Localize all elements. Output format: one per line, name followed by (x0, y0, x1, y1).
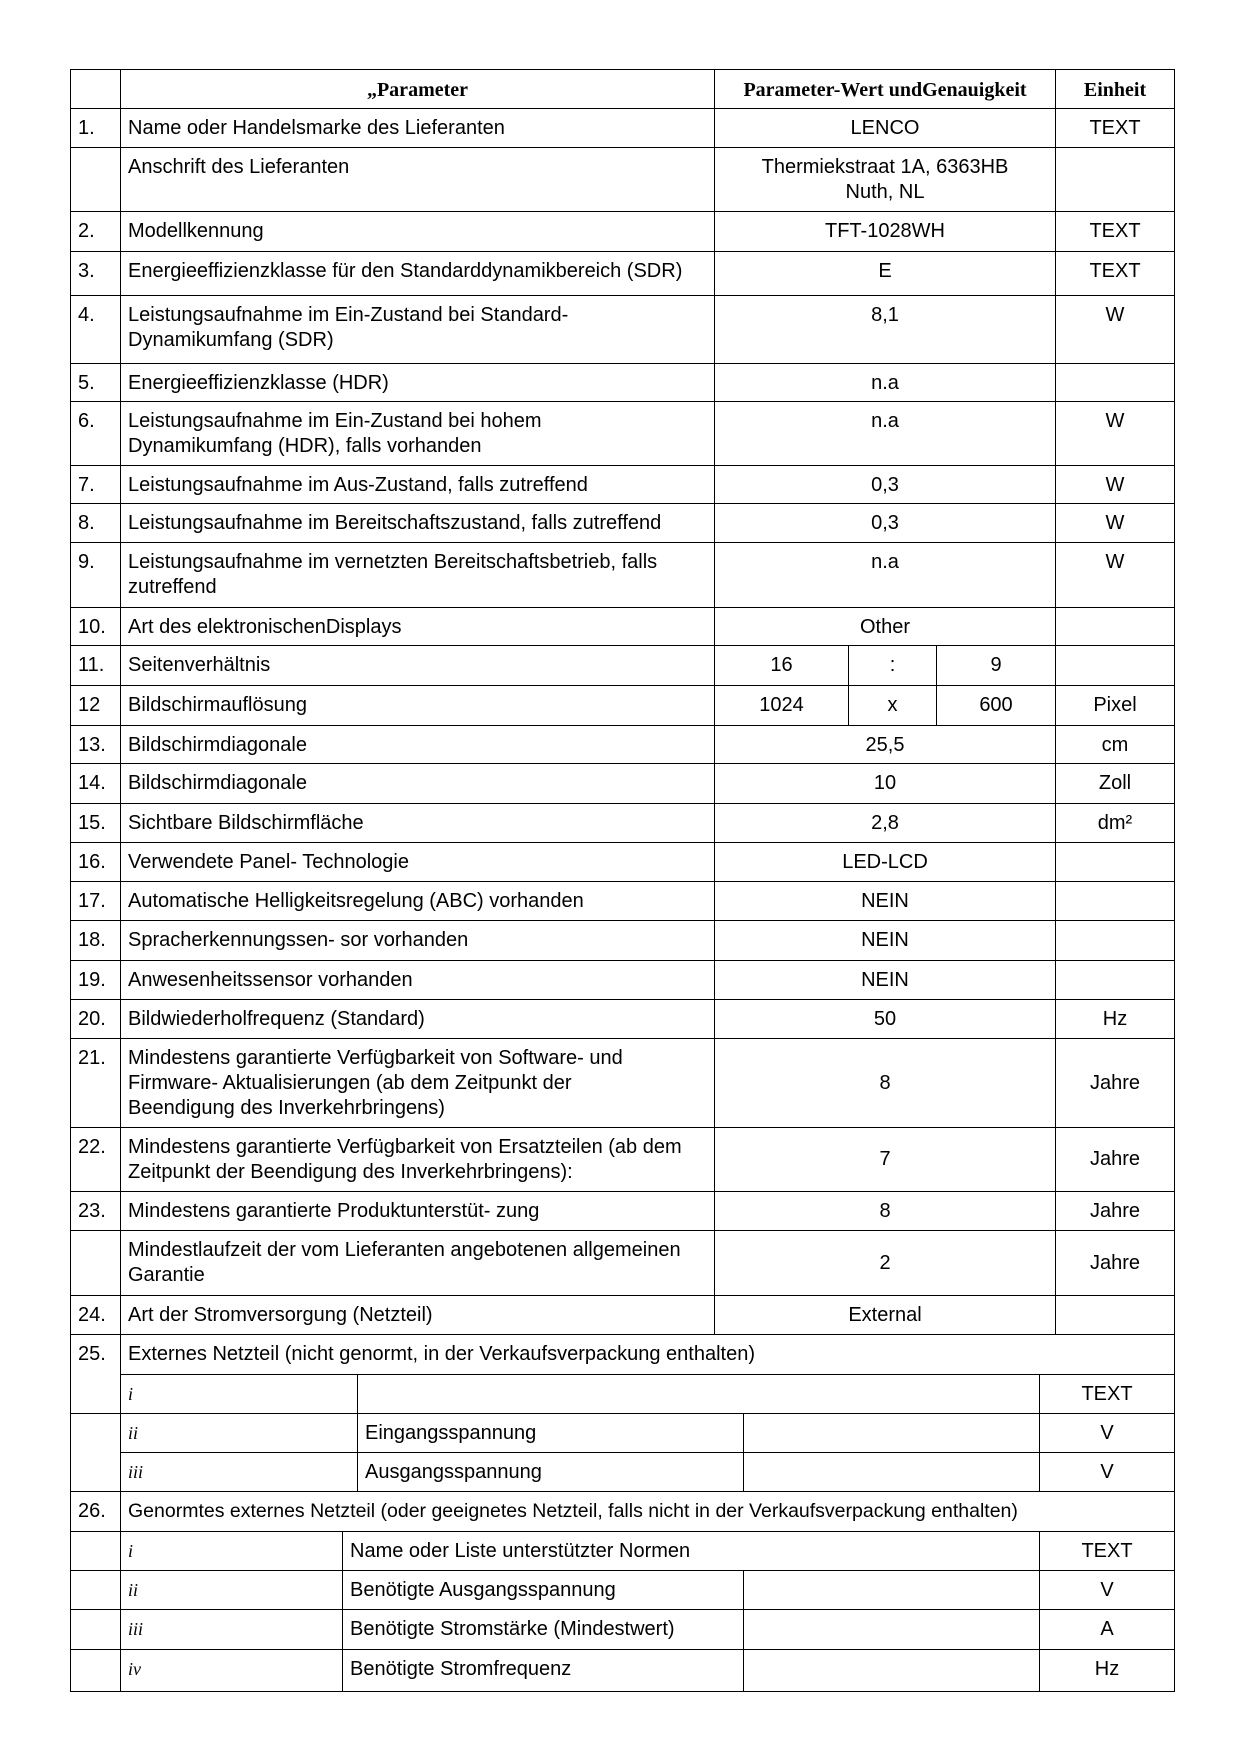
row-19-unit (1056, 961, 1175, 1000)
row-22-value: 7 (715, 1128, 1056, 1192)
row-26-iv-parameter: Benötigte Stromfrequenz (343, 1650, 744, 1692)
row-15-number: 15. (71, 804, 121, 843)
row-7-value: 0,3 (715, 466, 1056, 504)
row-24-unit (1056, 1296, 1175, 1335)
row-26-ii-numeral: ii (121, 1571, 343, 1610)
row-18-parameter: Spracherkennungssen- sor vorhanden (121, 921, 715, 961)
row-15-value: 2,8 (715, 804, 1056, 843)
row-3-unit: TEXT (1056, 252, 1175, 296)
row-warranty-value: 2 (715, 1231, 1056, 1296)
row-3-parameter: Energieeffizienzklasse für den Standarddynamikbereich (SDR) (121, 252, 715, 296)
row-21-parameter: Mindestens garantierte Verfügbarkeit von Software- und Firmware- Aktualisierungen (ab dem Zeitpunkt der Beendigung des Inverkehrbringens) (121, 1039, 715, 1128)
row-25-ii-value (744, 1414, 1040, 1453)
row-16-value: LED-LCD (715, 843, 1056, 882)
row-14-number: 14. (71, 764, 121, 804)
row-18-number: 18. (71, 921, 121, 961)
row-1-parameter: Name oder Handelsmarke des Lieferanten (121, 109, 715, 148)
row-6-parameter: Leistungsaufnahme im Ein-Zustand bei hohem Dynamikumfang (HDR), falls vorhanden (121, 402, 715, 466)
row-12-value-separator: x (849, 686, 937, 726)
row-26-iv-number-blank (71, 1650, 121, 1692)
row-25-iii-unit: V (1040, 1453, 1175, 1492)
row-4-value: 8,1 (715, 296, 1056, 364)
row-26-number: 26. (71, 1492, 121, 1532)
row-18-unit (1056, 921, 1175, 961)
spec-table (70, 69, 1175, 1692)
row-7-parameter: Leistungsaufnahme im Aus-Zustand, falls zutreffend (121, 466, 715, 504)
row-23-value: 8 (715, 1192, 1056, 1231)
row-4-parameter: Leistungsaufnahme im Ein-Zustand bei Standard- Dynamikumfang (SDR) (121, 296, 715, 364)
row-address-parameter: Anschrift des Lieferanten (121, 148, 715, 212)
row-2-number: 2. (71, 212, 121, 252)
row-21-number: 21. (71, 1039, 121, 1128)
row-26-iv-numeral: iv (121, 1650, 343, 1692)
row-26-iii-numeral: iii (121, 1610, 343, 1650)
row-26-iii-number-blank (71, 1610, 121, 1650)
row-26-iv-value (744, 1650, 1040, 1692)
row-4-number: 4. (71, 296, 121, 364)
row-25-i-unit: TEXT (1040, 1375, 1175, 1414)
row-11-value-width: 16 (715, 646, 849, 686)
row-5-number: 5. (71, 364, 121, 402)
row-9-unit: W (1056, 543, 1175, 608)
row-1-value: LENCO (715, 109, 1056, 148)
row-15-parameter: Sichtbare Bildschirmfläche (121, 804, 715, 843)
row-13-number: 13. (71, 726, 121, 764)
row-25-iii-parameter: Ausgangsspannung (358, 1453, 744, 1492)
row-26-i-unit: TEXT (1040, 1532, 1175, 1571)
row-2-parameter: Modellkennung (121, 212, 715, 252)
row-19-value: NEIN (715, 961, 1056, 1000)
row-26-iv-unit: Hz (1040, 1650, 1175, 1692)
row-14-unit: Zoll (1056, 764, 1175, 804)
row-9-value: n.a (715, 543, 1056, 608)
row-11-value-separator: : (849, 646, 937, 686)
row-17-number: 17. (71, 882, 121, 921)
row-1-unit: TEXT (1056, 109, 1175, 148)
row-14-value: 10 (715, 764, 1056, 804)
row-25-ii-numeral: ii (121, 1414, 358, 1453)
row-25-iii-numeral: iii (121, 1453, 358, 1492)
row-5-parameter: Energieeffizienzklasse (HDR) (121, 364, 715, 402)
row-11-number: 11. (71, 646, 121, 686)
row-23-unit: Jahre (1056, 1192, 1175, 1231)
row-2-unit: TEXT (1056, 212, 1175, 252)
row-10-number: 10. (71, 608, 121, 646)
row-1-number: 1. (71, 109, 121, 148)
row-11-unit (1056, 646, 1175, 686)
row-8-unit: W (1056, 504, 1175, 543)
row-24-parameter: Art der Stromversorgung (Netzteil) (121, 1296, 715, 1335)
row-12-number: 12 (71, 686, 121, 726)
row-19-parameter: Anwesenheitssensor vorhanden (121, 961, 715, 1000)
row-20-number: 20. (71, 1000, 121, 1039)
row-25-number-blank (71, 1414, 121, 1492)
header-value: Parameter-Wert undGenauigkeit (715, 70, 1056, 109)
row-26-title: Genormtes externes Netzteil (oder geeignetes Netzteil, falls nicht in der Verkaufsverpackung enthalten) (121, 1492, 1175, 1532)
row-22-parameter: Mindestens garantierte Verfügbarkeit von Ersatzteilen (ab dem Zeitpunkt der Beendigung des Inverkehrbringens): (121, 1128, 715, 1192)
row-22-unit: Jahre (1056, 1128, 1175, 1192)
row-26-i-number-blank (71, 1532, 121, 1571)
row-20-value: 50 (715, 1000, 1056, 1039)
row-9-parameter: Leistungsaufnahme im vernetzten Bereitschaftsbetrieb, falls zutreffend (121, 543, 715, 608)
row-3-value: E (715, 252, 1056, 296)
row-5-unit (1056, 364, 1175, 402)
row-12-value-height: 600 (937, 686, 1056, 726)
row-13-unit: cm (1056, 726, 1175, 764)
row-9-number: 9. (71, 543, 121, 608)
row-6-unit: W (1056, 402, 1175, 466)
row-25-i-blank (358, 1375, 1040, 1414)
row-11-value-height: 9 (937, 646, 1056, 686)
row-10-parameter: Art des elektronischenDisplays (121, 608, 715, 646)
row-warranty-parameter: Mindestlaufzeit der vom Lieferanten angebotenen allgemeinen Garantie (121, 1231, 715, 1296)
row-12-parameter: Bildschirmauflösung (121, 686, 715, 726)
row-26-iii-parameter: Benötigte Stromstärke (Mindestwert) (343, 1610, 744, 1650)
row-13-value: 25,5 (715, 726, 1056, 764)
header-parameter: „Parameter (121, 70, 715, 109)
row-17-unit (1056, 882, 1175, 921)
row-19-number: 19. (71, 961, 121, 1000)
row-8-number: 8. (71, 504, 121, 543)
row-24-value: External (715, 1296, 1056, 1335)
row-25-number: 25. (71, 1335, 121, 1414)
row-warranty-number (71, 1231, 121, 1296)
row-26-ii-number-blank (71, 1571, 121, 1610)
row-12-unit: Pixel (1056, 686, 1175, 726)
row-16-unit (1056, 843, 1175, 882)
row-7-number: 7. (71, 466, 121, 504)
row-4-unit: W (1056, 296, 1175, 364)
row-26-ii-value (744, 1571, 1040, 1610)
row-21-value: 8 (715, 1039, 1056, 1128)
row-20-unit: Hz (1056, 1000, 1175, 1039)
row-13-parameter: Bildschirmdiagonale (121, 726, 715, 764)
row-25-iii-value (744, 1453, 1040, 1492)
row-18-value: NEIN (715, 921, 1056, 961)
row-26-ii-unit: V (1040, 1571, 1175, 1610)
row-26-iii-value (744, 1610, 1040, 1650)
row-20-parameter: Bildwiederholfrequenz (Standard) (121, 1000, 715, 1039)
row-address-unit (1056, 148, 1175, 212)
row-6-value: n.a (715, 402, 1056, 466)
row-7-unit: W (1056, 466, 1175, 504)
row-25-title: Externes Netzteil (nicht genormt, in der Verkaufsverpackung enthalten) (121, 1335, 1175, 1375)
header-unit: Einheit (1056, 70, 1175, 109)
row-12-value-width: 1024 (715, 686, 849, 726)
row-26-i-parameter: Name oder Liste unterstützter Normen (343, 1532, 1040, 1571)
row-3-number: 3. (71, 252, 121, 296)
row-14-parameter: Bildschirmdiagonale (121, 764, 715, 804)
row-26-ii-parameter: Benötigte Ausgangsspannung (343, 1571, 744, 1610)
row-6-number: 6. (71, 402, 121, 466)
row-25-i-numeral: i (121, 1375, 358, 1414)
row-22-number: 22. (71, 1128, 121, 1192)
row-16-parameter: Verwendete Panel- Technologie (121, 843, 715, 882)
row-8-parameter: Leistungsaufnahme im Bereitschaftszustand, falls zutreffend (121, 504, 715, 543)
row-24-number: 24. (71, 1296, 121, 1335)
row-warranty-unit: Jahre (1056, 1231, 1175, 1296)
row-26-iii-unit: A (1040, 1610, 1175, 1650)
row-11-parameter: Seitenverhältnis (121, 646, 715, 686)
header-number-cell (71, 70, 121, 109)
row-address-number (71, 148, 121, 212)
row-17-parameter: Automatische Helligkeitsregelung (ABC) vorhanden (121, 882, 715, 921)
row-25-ii-parameter: Eingangsspannung (358, 1414, 744, 1453)
row-8-value: 0,3 (715, 504, 1056, 543)
row-2-value: TFT-1028WH (715, 212, 1056, 252)
row-25-ii-unit: V (1040, 1414, 1175, 1453)
row-16-number: 16. (71, 843, 121, 882)
row-10-unit (1056, 608, 1175, 646)
row-26-i-numeral: i (121, 1532, 343, 1571)
row-10-value: Other (715, 608, 1056, 646)
row-23-number: 23. (71, 1192, 121, 1231)
row-15-unit: dm² (1056, 804, 1175, 843)
row-address-value: Thermiekstraat 1A, 6363HB Nuth, NL (715, 148, 1056, 212)
row-23-parameter: Mindestens garantierte Produktunterstüt- zung (121, 1192, 715, 1231)
row-17-value: NEIN (715, 882, 1056, 921)
row-5-value: n.a (715, 364, 1056, 402)
row-21-unit: Jahre (1056, 1039, 1175, 1128)
